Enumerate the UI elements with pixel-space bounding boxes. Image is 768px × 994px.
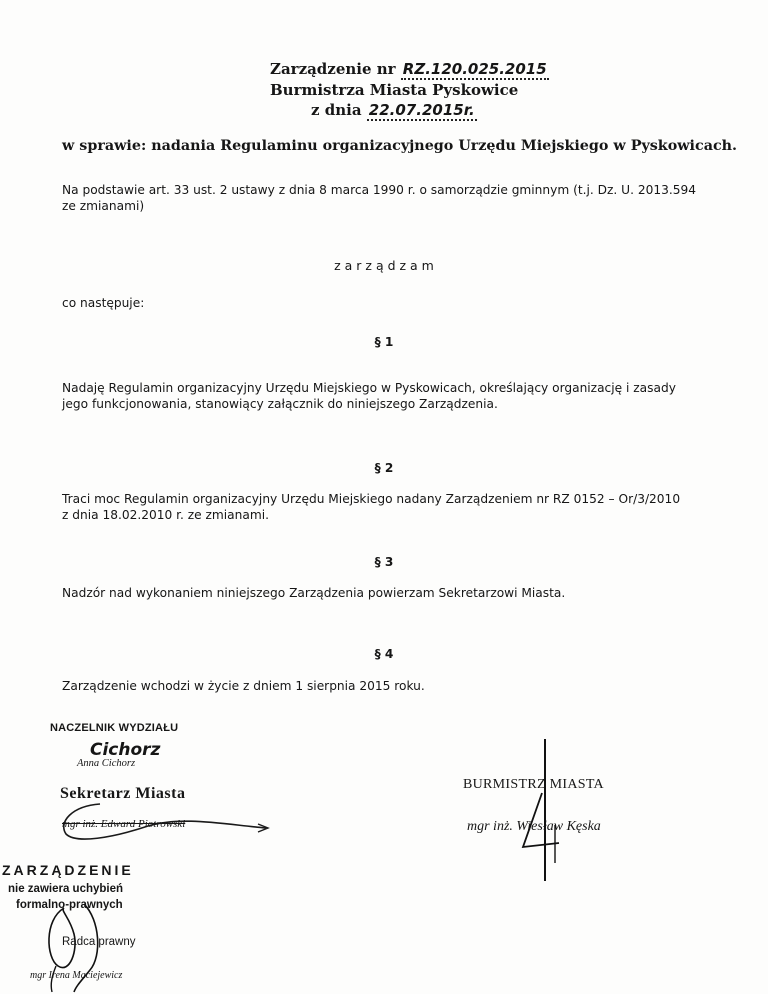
naczelnik-signature: Cichorz <box>90 740 161 760</box>
burmistrz-title: BURMISTRZ MIASTA <box>463 777 604 792</box>
section-2-mark: § 2 <box>374 461 394 475</box>
section-3-line1: Nadzór nad wykonaniem niniejszego Zarządzenia powierzam Sekretarzowi Miasta. <box>62 586 566 600</box>
legal-stamp-line2: formalno-prawnych <box>16 899 123 911</box>
issuer: Burmistrza Miasta Pyskowice <box>270 81 519 99</box>
section-1-line2: jego funkcjonowania, stanowiący załącznik do niniejszego Zarządzenia. <box>62 397 498 411</box>
date-prefix: z dnia <box>311 101 362 119</box>
legal-basis-line2: ze zmianami) <box>62 199 145 213</box>
decree-date: 22.07.2015r. <box>368 101 475 119</box>
naczelnik-title: NACZELNIK WYDZIAŁU <box>50 722 179 734</box>
sekretarz-title: Sekretarz Miasta <box>60 785 186 802</box>
title-prefix: Zarządzenie nr <box>270 60 396 78</box>
naczelnik-name: Anna Cichorz <box>77 758 136 769</box>
legal-signature-loops <box>38 900 118 994</box>
section-2-line1: Traci moc Regulamin organizacyjny Urzędu Miejskiego nadany Zarządzeniem nr RZ 0152 – Or/3/2010 <box>62 492 681 506</box>
sekretarz-name: mgr inż. Edward Piotrowski <box>62 818 186 830</box>
section-4-mark: § 4 <box>374 647 394 661</box>
subject: w sprawie: nadania Regulaminu organizacyjnego Urzędu Miejskiego w Pyskowicach. <box>62 138 738 154</box>
date-line <box>311 101 477 121</box>
legal-stamp-name: mgr Irena Maciejewicz <box>30 970 123 981</box>
burmistrz-signature <box>515 735 575 885</box>
legal-stamp-line1: nie zawiera uchybień <box>8 883 124 895</box>
section-2-line2: z dnia 18.02.2010 r. ze zmianami. <box>62 508 269 522</box>
decree-word: z a r z ą d z a m <box>334 258 434 273</box>
title-line <box>270 60 549 80</box>
legal-stamp-role: Radca prawny <box>62 936 136 948</box>
legal-stamp-title: ZARZĄDZENIE <box>2 862 134 878</box>
section-1-line1: Nadaję Regulamin organizacyjny Urzędu Miejskiego w Pyskowicach, określający organizację i zasady <box>62 381 676 395</box>
intro: co następuje: <box>62 296 145 310</box>
decree-number: RZ.120.025.2015 <box>402 60 547 78</box>
burmistrz-name: mgr inż. Wiesław Kęska <box>467 819 601 834</box>
section-4-line1: Zarządzenie wchodzi w życie z dniem 1 sierpnia 2015 roku. <box>62 679 425 693</box>
legal-basis-line1: Na podstawie art. 33 ust. 2 ustawy z dnia 8 marca 1990 r. o samorządzie gminnym (t.j. Dz. U. 2013.594 <box>62 183 696 197</box>
section-1-mark: § 1 <box>374 335 394 349</box>
section-3-mark: § 3 <box>374 555 394 569</box>
